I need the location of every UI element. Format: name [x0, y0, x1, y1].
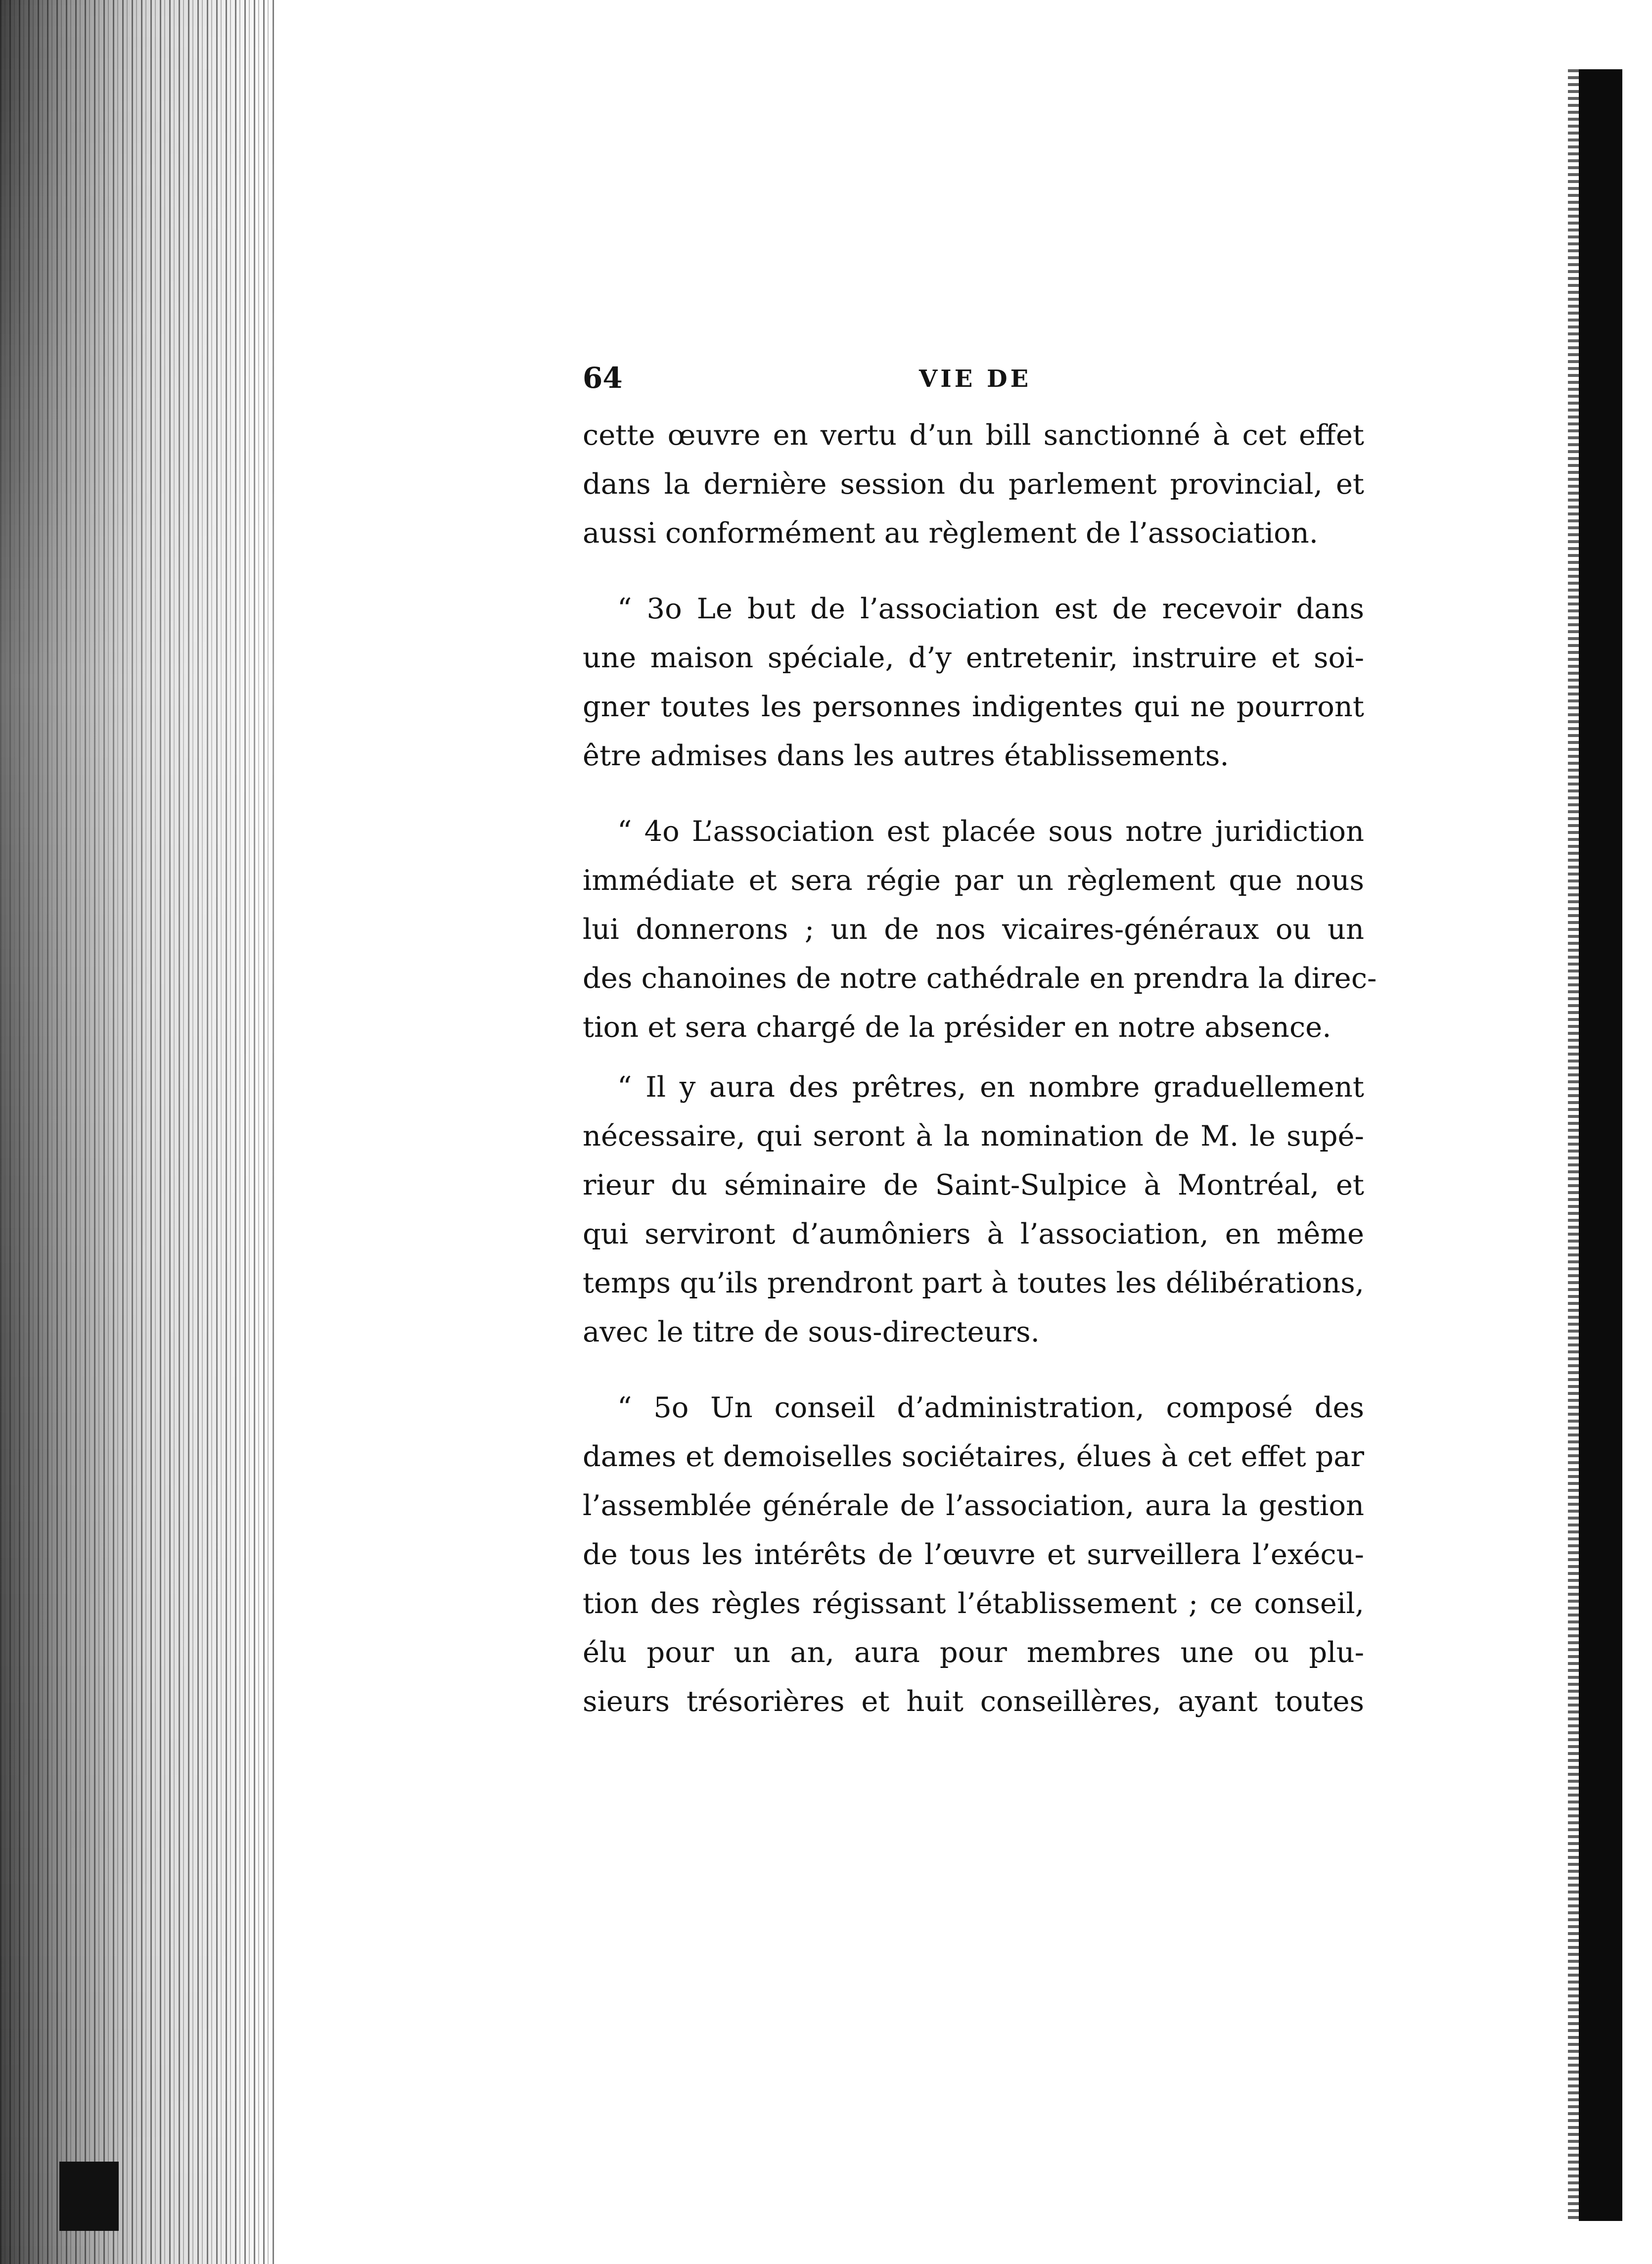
scan-page-edge — [1568, 69, 1579, 2221]
text-line: dans la dernière session du parlement provincial, et — [583, 467, 1364, 501]
scan-binding-shadow-left — [0, 0, 277, 2264]
text-line: des chanoines de notre cathédrale en prendra la direc- — [583, 962, 1377, 995]
text-line: gner toutes les personnes indigentes qui ne pourront — [583, 690, 1364, 723]
paragraph-1 — [583, 411, 1364, 557]
text-line: dames et demoiselles sociétaires, élues à cet effet par — [583, 1440, 1364, 1473]
text-line: de tous les intérêts de l’œuvre et surveillera l’exécu- — [583, 1538, 1364, 1571]
text-line: l’assemblée générale de l’association, aura la gestion — [583, 1489, 1364, 1522]
text-line: avec le titre de sous-directeurs. — [583, 1315, 1040, 1348]
text-line: “ Il y aura des prêtres, en nombre graduellement — [617, 1070, 1364, 1104]
text-line: immédiate et sera régie par un règlement que nous — [583, 864, 1364, 897]
text-line: tion des règles régissant l’établissement ; ce conseil, — [583, 1587, 1364, 1620]
text-line: tion et sera chargé de la présider en notre absence. — [583, 1011, 1331, 1044]
page-header — [583, 356, 1364, 411]
page-number: 64 — [583, 361, 623, 395]
text-line: “ 4o L’association est placée sous notre juridiction — [617, 815, 1364, 848]
text-line: nécessaire, qui seront à la nomination de M. le supé- — [583, 1119, 1364, 1153]
paragraph-3 — [583, 807, 1377, 1052]
paragraph-5 — [583, 1383, 1364, 1726]
running-head: VIE DE — [919, 365, 1032, 393]
text-line: “ 3o Le but de l’association est de recevoir dans — [617, 592, 1364, 625]
paragraph-4 — [583, 1063, 1364, 1356]
text-line: cette œuvre en vertu d’un bill sanctionné à cet effet — [583, 418, 1364, 452]
text-line: aussi conformément au règlement de l’association. — [583, 516, 1319, 550]
text-line: “ 5o Un conseil d’administration, composé des — [617, 1391, 1364, 1424]
scan-dark-mark — [59, 2162, 119, 2231]
text-line: sieurs trésorières et huit conseillères, ayant toutes — [583, 1685, 1364, 1718]
text-line: lui donnerons ; un de nos vicaires-généraux ou un — [583, 913, 1364, 946]
page-body — [583, 356, 1377, 1726]
text-line: temps qu’ils prendront part à toutes les délibérations, — [583, 1266, 1364, 1299]
text-line: rieur du séminaire de Saint-Sulpice à Montréal, et — [583, 1168, 1364, 1201]
paragraph-2 — [583, 584, 1364, 780]
scan-binding-shadow-right — [1579, 69, 1622, 2221]
text-line: être admises dans les autres établissements. — [583, 739, 1229, 772]
text-line: qui serviront d’aumôniers à l’association, en même — [583, 1217, 1364, 1250]
text-line: une maison spéciale, d’y entretenir, instruire et soi- — [583, 641, 1364, 674]
text-line: élu pour un an, aura pour membres une ou plu- — [583, 1636, 1364, 1669]
